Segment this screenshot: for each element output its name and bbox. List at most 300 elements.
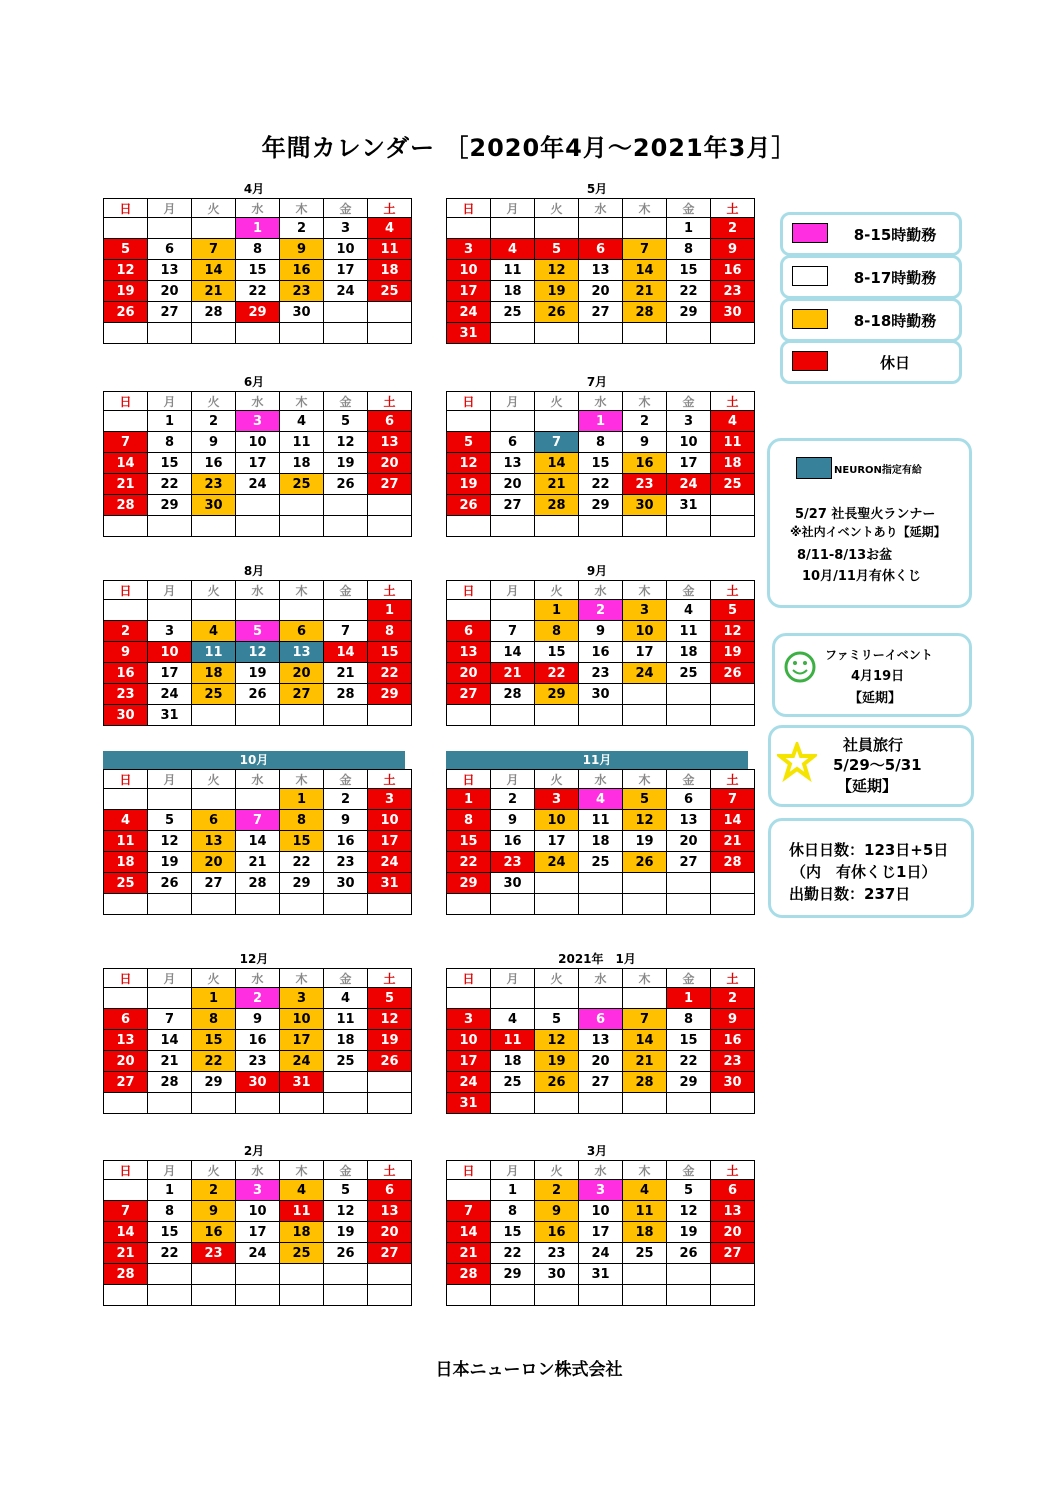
day-cell: 19 [148, 852, 192, 873]
day-cell: 9 [236, 1009, 280, 1030]
day-cell [148, 1264, 192, 1285]
week-row [447, 810, 755, 831]
weekday-header: 木 [623, 969, 667, 988]
weekday-header: 土 [711, 581, 755, 600]
day-cell: 5 [324, 1180, 368, 1201]
legend-swatch-8-17 [792, 266, 828, 286]
weekday-header: 木 [280, 770, 324, 789]
day-cell: 6 [711, 1180, 755, 1201]
weekday-header: 木 [280, 392, 324, 411]
day-cell [447, 600, 491, 621]
weekday-header: 木 [623, 199, 667, 218]
weekday-header: 日 [447, 392, 491, 411]
day-cell: 25 [104, 873, 148, 894]
week-row [104, 810, 412, 831]
day-cell [324, 302, 368, 323]
day-cell: 26 [447, 495, 491, 516]
day-cell: 15 [280, 831, 324, 852]
day-cell: 3 [447, 1009, 491, 1030]
weekday-header: 水 [579, 199, 623, 218]
day-cell: 19 [324, 1222, 368, 1243]
day-cell: 18 [579, 831, 623, 852]
week-row [447, 873, 755, 894]
weekday-header: 金 [324, 392, 368, 411]
day-cell: 25 [623, 1243, 667, 1264]
weekday-header: 金 [667, 770, 711, 789]
day-cell: 13 [579, 1030, 623, 1051]
weekday-header: 日 [104, 392, 148, 411]
weekday-header: 月 [491, 1161, 535, 1180]
day-cell: 2 [535, 1180, 579, 1201]
day-cell [623, 705, 667, 726]
day-cell: 28 [491, 684, 535, 705]
weekday-header: 日 [447, 581, 491, 600]
day-cell [447, 516, 491, 537]
day-cell: 14 [324, 642, 368, 663]
weekday-header: 日 [104, 770, 148, 789]
family-event-date: 4月19日 [851, 669, 905, 684]
day-cell: 29 [280, 873, 324, 894]
day-cell [236, 600, 280, 621]
week-row [447, 495, 755, 516]
day-cell: 12 [324, 432, 368, 453]
day-cell [368, 894, 412, 915]
day-cell [280, 1264, 324, 1285]
day-cell [623, 684, 667, 705]
week-row [104, 789, 412, 810]
day-cell [368, 495, 412, 516]
summary-box [768, 818, 974, 918]
day-cell: 10 [236, 1201, 280, 1222]
day-cell: 30 [711, 302, 755, 323]
week-row [104, 1222, 412, 1243]
weekday-header: 木 [280, 1161, 324, 1180]
day-cell: 1 [667, 988, 711, 1009]
day-cell [667, 705, 711, 726]
day-cell: 27 [192, 873, 236, 894]
day-cell: 4 [623, 1180, 667, 1201]
day-cell: 19 [623, 831, 667, 852]
day-cell: 13 [368, 432, 412, 453]
day-cell: 18 [368, 260, 412, 281]
day-cell: 11 [491, 1030, 535, 1051]
day-cell: 20 [280, 663, 324, 684]
day-cell: 26 [368, 1051, 412, 1072]
weekday-header: 火 [192, 392, 236, 411]
weekday-header: 日 [447, 1161, 491, 1180]
day-cell: 25 [491, 302, 535, 323]
day-cell: 26 [711, 663, 755, 684]
day-cell [236, 1285, 280, 1306]
month-title: 11月 [446, 751, 748, 769]
day-cell: 30 [623, 495, 667, 516]
day-cell: 12 [535, 260, 579, 281]
day-cell: 17 [667, 453, 711, 474]
family-event-status: 【延期】 [849, 691, 902, 706]
day-cell [148, 218, 192, 239]
weekday-header: 日 [447, 770, 491, 789]
month-table [103, 580, 412, 726]
day-cell: 22 [667, 281, 711, 302]
day-cell [192, 218, 236, 239]
day-cell [192, 705, 236, 726]
day-cell: 1 [579, 411, 623, 432]
week-row [447, 1264, 755, 1285]
week-row [447, 789, 755, 810]
day-cell: 1 [148, 411, 192, 432]
day-cell: 22 [236, 281, 280, 302]
week-row [104, 1009, 412, 1030]
day-cell: 23 [324, 852, 368, 873]
day-cell: 9 [280, 239, 324, 260]
day-cell: 4 [667, 600, 711, 621]
day-cell: 7 [104, 1201, 148, 1222]
day-cell: 20 [491, 474, 535, 495]
day-cell [711, 1264, 755, 1285]
day-cell: 12 [711, 621, 755, 642]
week-row [447, 684, 755, 705]
company-name: 日本ニューロン株式会社 [435, 1360, 623, 1380]
week-row [104, 621, 412, 642]
note-line-4: 10月/11月有休くじ [802, 569, 921, 584]
day-cell [148, 789, 192, 810]
day-cell [368, 1264, 412, 1285]
week-row [447, 894, 755, 915]
note-line-1: 5/27 社長聖火ランナー [795, 507, 936, 522]
day-cell: 19 [667, 1222, 711, 1243]
weekday-header: 木 [623, 581, 667, 600]
day-cell [192, 516, 236, 537]
weekday-header-row [104, 969, 412, 988]
day-cell: 24 [579, 1243, 623, 1264]
day-cell: 23 [711, 1051, 755, 1072]
day-cell [368, 1093, 412, 1114]
day-cell [192, 1264, 236, 1285]
week-row [104, 1072, 412, 1093]
day-cell [535, 323, 579, 344]
trip-title: 社員旅行 [843, 736, 904, 754]
day-cell: 14 [104, 453, 148, 474]
day-cell [280, 323, 324, 344]
day-cell: 18 [667, 642, 711, 663]
weekday-header: 月 [148, 1161, 192, 1180]
day-cell [579, 516, 623, 537]
day-cell [324, 323, 368, 344]
day-cell [535, 894, 579, 915]
day-cell: 27 [368, 474, 412, 495]
day-cell: 26 [535, 302, 579, 323]
day-cell: 13 [667, 810, 711, 831]
neuron-swatch [796, 457, 832, 479]
week-row [104, 323, 412, 344]
day-cell: 4 [368, 218, 412, 239]
day-cell: 1 [148, 1180, 192, 1201]
week-row [104, 432, 412, 453]
day-cell: 14 [535, 453, 579, 474]
day-cell: 23 [535, 1243, 579, 1264]
day-cell: 21 [711, 831, 755, 852]
day-cell [368, 323, 412, 344]
weekday-header: 水 [236, 969, 280, 988]
day-cell: 15 [148, 453, 192, 474]
day-cell: 28 [192, 302, 236, 323]
weekday-header: 月 [148, 392, 192, 411]
weekday-header-row [104, 1161, 412, 1180]
day-cell: 9 [324, 810, 368, 831]
weekday-header: 水 [236, 770, 280, 789]
day-cell: 9 [579, 621, 623, 642]
day-cell: 29 [148, 495, 192, 516]
month-title: 12月 [239, 952, 269, 966]
day-cell: 2 [579, 600, 623, 621]
day-cell: 24 [148, 684, 192, 705]
day-cell [104, 323, 148, 344]
note-line-3: 8/11-8/13お盆 [797, 548, 893, 563]
day-cell [447, 705, 491, 726]
day-cell [447, 894, 491, 915]
day-cell: 23 [192, 474, 236, 495]
day-cell: 22 [368, 663, 412, 684]
weekday-header: 水 [579, 1161, 623, 1180]
day-cell: 11 [280, 1201, 324, 1222]
day-cell: 10 [623, 621, 667, 642]
day-cell: 15 [447, 831, 491, 852]
day-cell: 29 [236, 302, 280, 323]
week-row [104, 1201, 412, 1222]
day-cell: 4 [192, 621, 236, 642]
day-cell: 5 [447, 432, 491, 453]
day-cell: 15 [667, 260, 711, 281]
day-cell: 29 [667, 302, 711, 323]
day-cell: 8 [667, 1009, 711, 1030]
day-cell: 29 [368, 684, 412, 705]
summary-holidays: 休日日数：123日+5日 [789, 841, 949, 859]
day-cell [368, 302, 412, 323]
day-cell: 14 [236, 831, 280, 852]
day-cell: 25 [192, 684, 236, 705]
month-title: 5月 [586, 182, 608, 196]
day-cell [192, 600, 236, 621]
day-cell: 3 [667, 411, 711, 432]
day-cell: 28 [447, 1264, 491, 1285]
day-cell [711, 873, 755, 894]
day-cell [711, 495, 755, 516]
day-cell [324, 894, 368, 915]
day-cell: 28 [623, 1072, 667, 1093]
day-cell: 15 [148, 1222, 192, 1243]
weekday-header-row [447, 392, 755, 411]
weekday-header: 金 [667, 969, 711, 988]
day-cell [535, 1093, 579, 1114]
week-row [104, 495, 412, 516]
day-cell: 27 [667, 852, 711, 873]
day-cell: 7 [447, 1201, 491, 1222]
weekday-header: 月 [491, 581, 535, 600]
day-cell: 21 [623, 281, 667, 302]
week-row [104, 894, 412, 915]
day-cell [104, 894, 148, 915]
month-calendar [446, 562, 748, 726]
day-cell: 12 [324, 1201, 368, 1222]
day-cell: 19 [368, 1030, 412, 1051]
day-cell: 23 [236, 1051, 280, 1072]
month-calendar [446, 751, 748, 915]
day-cell: 4 [579, 789, 623, 810]
month-calendar [103, 562, 405, 726]
day-cell: 2 [192, 411, 236, 432]
month-title: 4月 [243, 182, 265, 196]
day-cell: 28 [148, 1072, 192, 1093]
legend-label-8-15: 8-15時勤務 [853, 225, 937, 244]
day-cell: 26 [623, 852, 667, 873]
month-table [103, 769, 412, 915]
week-row [104, 453, 412, 474]
week-row [104, 474, 412, 495]
weekday-header: 金 [324, 1161, 368, 1180]
week-row [447, 1051, 755, 1072]
day-cell: 14 [711, 810, 755, 831]
weekday-header: 月 [491, 770, 535, 789]
day-cell [579, 988, 623, 1009]
day-cell [104, 218, 148, 239]
day-cell: 3 [280, 988, 324, 1009]
day-cell: 10 [148, 642, 192, 663]
weekday-header: 木 [280, 581, 324, 600]
weekday-header: 日 [104, 1161, 148, 1180]
day-cell [324, 1264, 368, 1285]
day-cell: 25 [324, 1051, 368, 1072]
day-cell [236, 705, 280, 726]
day-cell: 4 [280, 1180, 324, 1201]
day-cell: 13 [368, 1201, 412, 1222]
week-row [447, 432, 755, 453]
day-cell [104, 1093, 148, 1114]
day-cell: 1 [280, 789, 324, 810]
month-table [446, 391, 755, 537]
day-cell: 20 [447, 663, 491, 684]
day-cell: 12 [236, 642, 280, 663]
day-cell: 17 [447, 281, 491, 302]
day-cell: 8 [667, 239, 711, 260]
week-row [104, 516, 412, 537]
day-cell [623, 988, 667, 1009]
day-cell [324, 1285, 368, 1306]
day-cell: 6 [192, 810, 236, 831]
day-cell: 18 [491, 1051, 535, 1072]
day-cell [535, 705, 579, 726]
week-row [104, 1285, 412, 1306]
weekday-header: 日 [447, 969, 491, 988]
day-cell [579, 705, 623, 726]
day-cell [104, 411, 148, 432]
weekday-header: 金 [324, 199, 368, 218]
day-cell: 21 [236, 852, 280, 873]
day-cell: 2 [192, 1180, 236, 1201]
weekday-header: 水 [236, 392, 280, 411]
weekday-header: 土 [711, 392, 755, 411]
day-cell: 15 [192, 1030, 236, 1051]
week-row [104, 1051, 412, 1072]
week-row [447, 663, 755, 684]
weekday-header: 金 [667, 1161, 711, 1180]
day-cell: 28 [236, 873, 280, 894]
day-cell: 6 [368, 1180, 412, 1201]
day-cell: 4 [280, 411, 324, 432]
day-cell: 23 [104, 684, 148, 705]
day-cell: 9 [192, 1201, 236, 1222]
day-cell: 10 [447, 260, 491, 281]
day-cell [148, 1093, 192, 1114]
week-row [447, 852, 755, 873]
month-title: 9月 [586, 564, 608, 578]
weekday-header: 水 [579, 969, 623, 988]
day-cell: 24 [667, 474, 711, 495]
weekday-header-row [447, 770, 755, 789]
weekday-header: 火 [535, 1161, 579, 1180]
month-calendar [103, 373, 405, 537]
day-cell: 25 [711, 474, 755, 495]
day-cell [491, 1285, 535, 1306]
day-cell: 22 [447, 852, 491, 873]
week-row [104, 600, 412, 621]
day-cell: 15 [368, 642, 412, 663]
day-cell: 25 [280, 474, 324, 495]
summary-workdays: 出勤日数：237日 [789, 885, 911, 903]
day-cell [535, 516, 579, 537]
day-cell: 20 [579, 281, 623, 302]
day-cell: 16 [236, 1030, 280, 1051]
day-cell: 6 [447, 621, 491, 642]
day-cell: 27 [579, 1072, 623, 1093]
day-cell: 6 [148, 239, 192, 260]
weekday-header: 火 [192, 581, 236, 600]
day-cell: 25 [280, 1243, 324, 1264]
day-cell: 24 [236, 474, 280, 495]
week-row [104, 1093, 412, 1114]
day-cell: 8 [447, 810, 491, 831]
day-cell: 21 [491, 663, 535, 684]
week-row [104, 260, 412, 281]
day-cell: 27 [579, 302, 623, 323]
day-cell: 2 [104, 621, 148, 642]
weekday-header: 火 [192, 199, 236, 218]
week-row [104, 302, 412, 323]
day-cell: 21 [192, 281, 236, 302]
month-title: 2021年 1月 [558, 952, 636, 966]
week-row [447, 621, 755, 642]
day-cell: 9 [711, 1009, 755, 1030]
day-cell [104, 1180, 148, 1201]
day-cell: 2 [711, 218, 755, 239]
day-cell: 24 [236, 1243, 280, 1264]
day-cell: 5 [236, 621, 280, 642]
day-cell: 24 [623, 663, 667, 684]
day-cell: 21 [535, 474, 579, 495]
day-cell: 14 [192, 260, 236, 281]
day-cell: 2 [623, 411, 667, 432]
day-cell: 8 [368, 621, 412, 642]
day-cell: 16 [711, 260, 755, 281]
week-row [104, 852, 412, 873]
day-cell: 22 [148, 1243, 192, 1264]
month-title: 2月 [243, 1144, 265, 1158]
trip-box [768, 725, 974, 807]
legend-8-18 [780, 298, 962, 342]
day-cell: 23 [192, 1243, 236, 1264]
day-cell: 6 [104, 1009, 148, 1030]
day-cell: 26 [324, 1243, 368, 1264]
day-cell [148, 516, 192, 537]
